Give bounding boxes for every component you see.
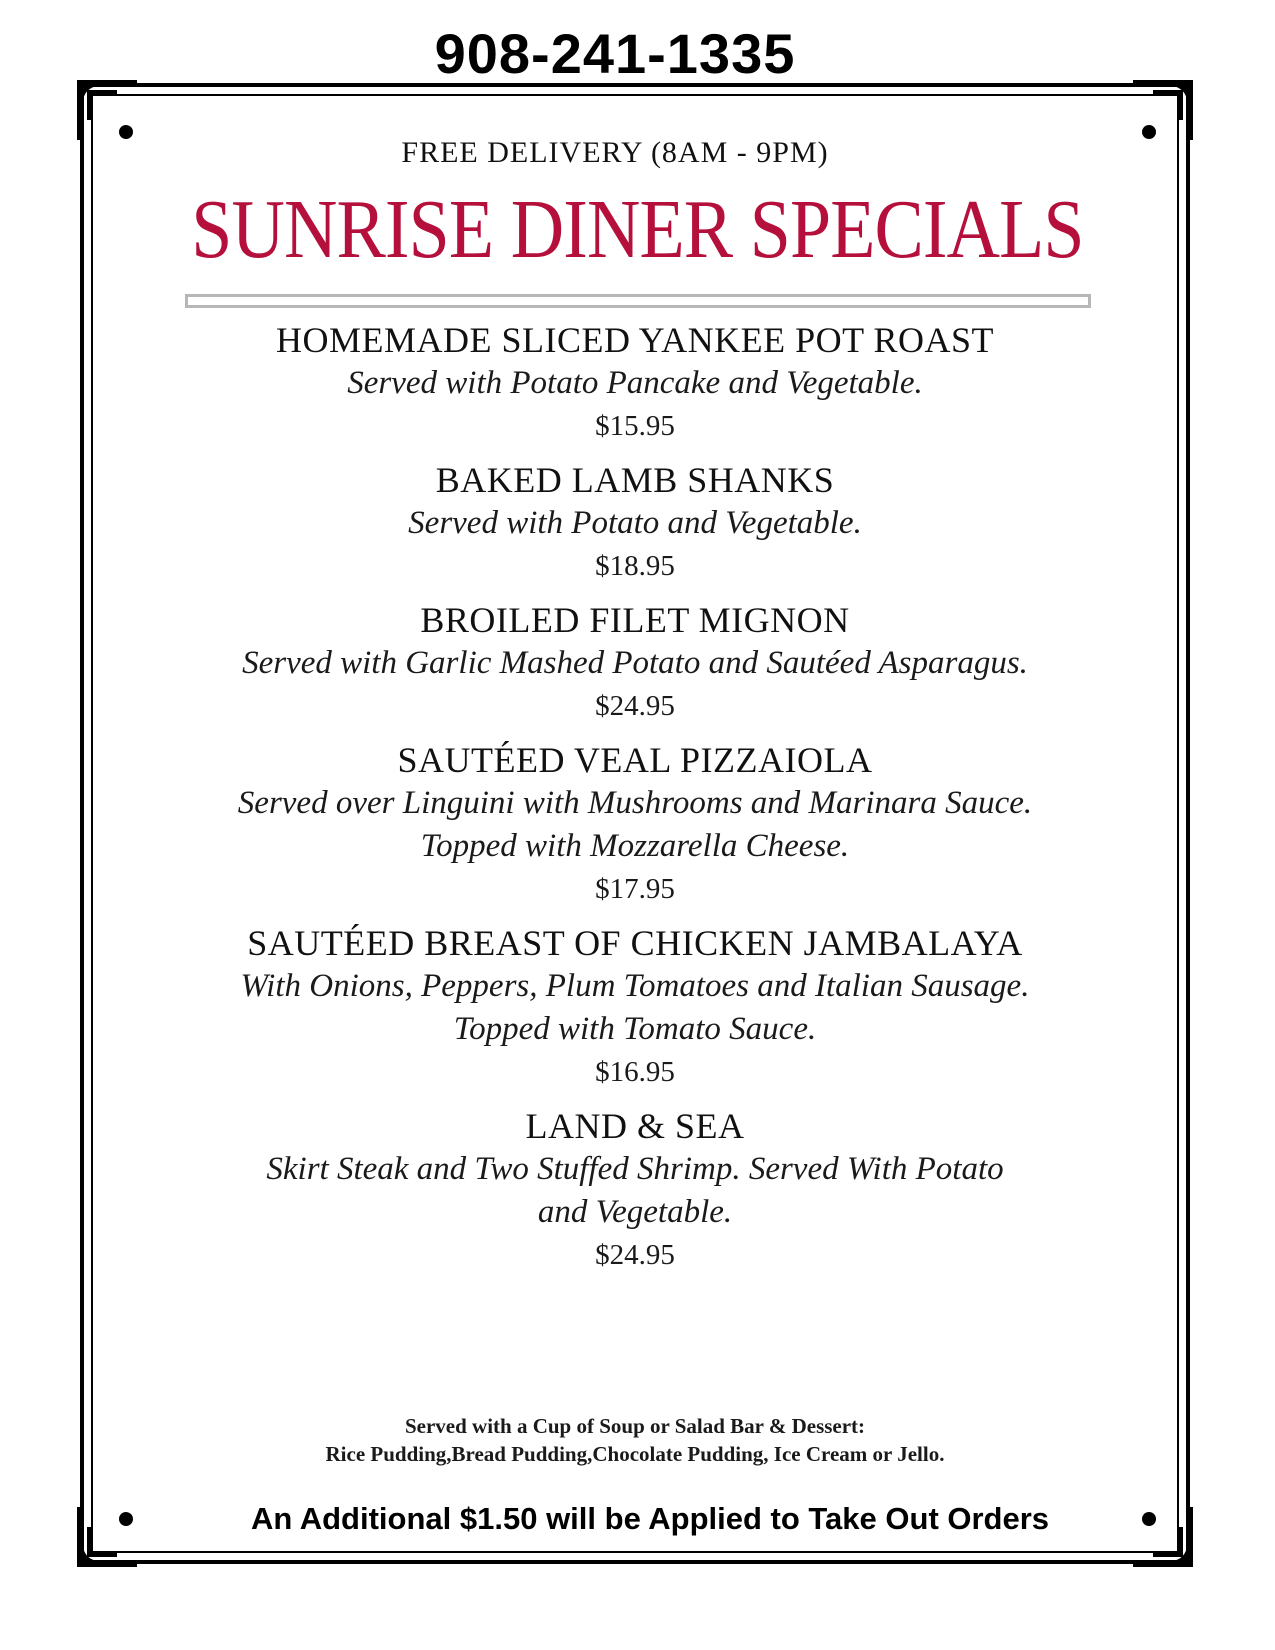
menu-item [140, 318, 1130, 447]
item-description: Topped with Tomato Sauce. [453, 1011, 817, 1047]
menu-item [140, 458, 1130, 587]
item-name: LAND & SEA [525, 1106, 745, 1146]
item-description: and Vegetable. [537, 1194, 733, 1230]
item-name: SAUTÉED VEAL PIZZAIOLA [397, 740, 873, 780]
menu-item [140, 738, 1130, 910]
item-description: Topped with Mozzarella Cheese. [420, 828, 850, 864]
item-description: Served over Linguini with Mushrooms and Marinara Sauce. [237, 785, 1033, 821]
item-description: Served with Potato and Vegetable. [408, 505, 862, 541]
item-name: SAUTÉED BREAST OF CHICKEN JAMBALAYA [247, 923, 1023, 963]
item-description: Skirt Steak and Two Stuffed Shrimp. Served With Potato [266, 1151, 1004, 1187]
item-name: BAKED LAMB SHANKS [435, 460, 835, 500]
item-description: Served with Potato Pancake and Vegetable. [347, 365, 923, 401]
served-with-line: Served with a Cup of Soup or Salad Bar & Dessert: [404, 1414, 866, 1438]
phone-number: 908-241-1335 [434, 22, 796, 85]
item-price: $17.95 [595, 873, 675, 905]
menu-item [140, 921, 1130, 1093]
delivery-notice: FREE DELIVERY (8AM - 9PM) [401, 136, 829, 169]
specials-list [140, 318, 1130, 1287]
item-price: $24.95 [595, 1239, 675, 1271]
item-name: BROILED FILET MIGNON [420, 600, 850, 640]
menu-item [140, 1104, 1130, 1276]
takeout-surcharge-notice: An Additional $1.50 will be Applied to Take Out Orders [250, 1501, 1050, 1536]
item-price: $15.95 [595, 410, 675, 442]
menu-item [140, 598, 1130, 727]
menu-title: SUNRISE DINER SPECIALS [191, 183, 1084, 276]
dessert-options-line: Rice Pudding,Bread Pudding,Chocolate Pudding, Ice Cream or Jello. [325, 1442, 945, 1466]
item-description: Served with Garlic Mashed Potato and Sautéed Asparagus. [242, 645, 1028, 681]
item-description: With Onions, Peppers, Plum Tomatoes and Italian Sausage. [240, 968, 1030, 1004]
served-with-note [140, 1412, 1130, 1468]
title-divider [185, 294, 1091, 308]
item-price: $16.95 [595, 1056, 675, 1088]
item-price: $24.95 [595, 690, 675, 722]
item-price: $18.95 [595, 550, 675, 582]
ornament-dot-icon [119, 1512, 133, 1526]
item-name: HOMEMADE SLICED YANKEE POT ROAST [275, 320, 995, 360]
